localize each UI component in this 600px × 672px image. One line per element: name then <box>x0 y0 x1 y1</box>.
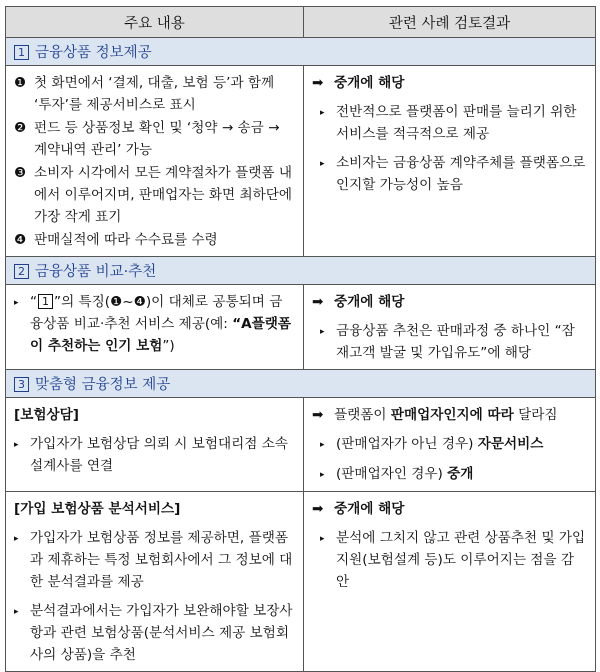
header-review-result: 관련 사례 검토결과 <box>304 7 596 38</box>
header-main-content: 주요 내용 <box>6 7 304 38</box>
list-item: ❸ 소비자 시각에서 모든 계약절차가 플랫폼 내에서 이루어지며, 판매업자는 화면 최하단에 가장 작게 표기 <box>14 165 292 225</box>
review-table-wrapper <box>5 6 595 672</box>
section-number-box: 2 <box>14 264 29 279</box>
bullet-icon: ▸ <box>320 327 325 337</box>
section-2-row <box>6 285 596 370</box>
list-item: ▸ 분석에 그치지 않고 관련 상품추천 및 가입지원(보험설계 등)도 이루어지는 점을 감안 <box>312 527 587 593</box>
result-heading: ➡ 중개에 해당 <box>312 498 587 520</box>
bullet-icon: ▸ <box>320 440 325 450</box>
list-item: ▸ (판매업자인 경우) 중개 <box>312 463 587 486</box>
bullet-icon: ▸ <box>14 440 19 450</box>
header-row <box>6 7 596 38</box>
section-title: 금융상품 비교·추천 <box>35 264 157 280</box>
list-item: ❷ 펀드 등 상품정보 확인 및 ‘청약 → 송금 → 계약내역 관리’ 가능 <box>14 120 280 158</box>
list-item: ❶ 첫 화면에서 ‘결제, 대출, 보험 등’과 함께 ‘투자’를 제공서비스로 표시 <box>14 75 275 113</box>
list-item: ▸ “ 1 ”의 특징(❶~❹)이 대체로 공통되며 금융상품 비교·추천 서비스 제공(예: “A플랫폼이 추천하는 인기 보험”) <box>14 291 295 357</box>
arrow-icon: ➡ <box>312 501 324 517</box>
list-item: ▸ 가입자가 보험상품 정보를 제공하면, 플랫폼과 제휴하는 특정 보험회사에서 그 정보에 대한 분석결과를 제공 <box>14 527 295 593</box>
subsection-title: [보험상담] <box>14 407 79 423</box>
bullet-icon: ▸ <box>320 470 325 480</box>
bullet-icon: ▸ <box>320 108 325 118</box>
list-item: ▸ 전반적으로 플랫폼이 판매를 늘리기 위한 서비스를 적극적으로 제공 <box>312 101 587 145</box>
result-heading: ➡ 중개에 해당 <box>312 291 587 313</box>
list-item: ❹ 판매실적에 따라 수수료를 수령 <box>14 232 218 248</box>
section-number-box: 1 <box>14 45 29 60</box>
section-3a-row <box>6 398 596 492</box>
bullet-icon: ▸ <box>320 534 325 544</box>
list-item: ▸ 가입자가 보험상담 의뢰 시 보험대리점 소속 설계사를 연결 <box>14 433 295 477</box>
section-3-header <box>6 370 596 398</box>
section-title: 맞춤형 금융정보 제공 <box>35 377 171 393</box>
arrow-icon: ➡ <box>312 75 324 91</box>
subsection-title: [가입 보험상품 분석서비스] <box>14 501 181 517</box>
list-item: ▸ 분석결과에서는 가입자가 보완해야할 보장사항과 관련 보험상품(분석서비스 제공 보험회사의 상품)을 추천 <box>14 600 295 666</box>
list-item: ▸ 소비자는 금융상품 계약주체를 플랫폼으로 인지할 가능성이 높음 <box>312 152 587 196</box>
section-2-header <box>6 257 596 285</box>
bullet-icon: ▸ <box>14 298 19 308</box>
bullet-icon: ▸ <box>14 534 19 544</box>
list-item: ▸ (판매업자가 아닌 경우) 자문서비스 <box>312 433 587 456</box>
bullet-icon: ▸ <box>320 159 325 169</box>
section-1-header <box>6 38 596 66</box>
list-item: ▸ 금융상품 추천은 판매과정 중 하나인 “잠재고객 발굴 및 가입유도”에 해당 <box>312 320 587 364</box>
section-3b-row <box>6 492 596 672</box>
arrow-icon: ➡ <box>312 294 324 310</box>
review-table <box>5 6 596 672</box>
bullet-icon: ▸ <box>14 607 19 617</box>
section-title: 금융상품 정보제공 <box>35 45 152 61</box>
result-heading: ➡ 플랫폼이 판매업자인지에 따라 달라짐 <box>312 404 587 426</box>
section-1-row <box>6 66 596 257</box>
section-number-box: 3 <box>14 377 29 392</box>
arrow-icon: ➡ <box>312 407 324 423</box>
result-heading: ➡ 중개에 해당 <box>312 72 587 94</box>
